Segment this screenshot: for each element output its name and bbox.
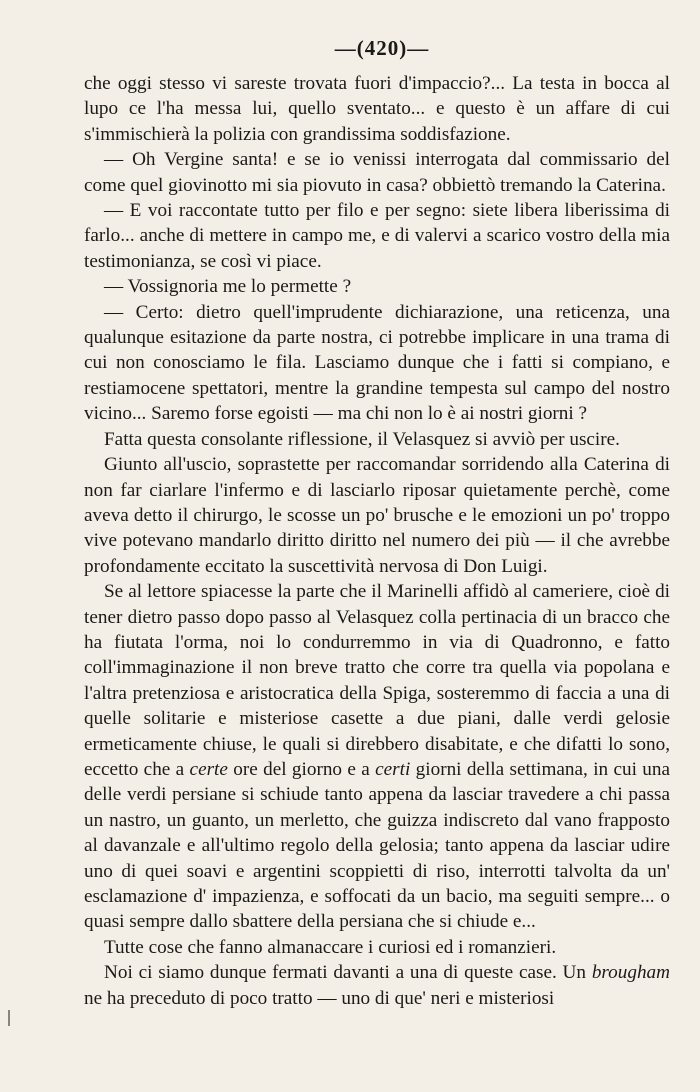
paragraph: Giunto all'uscio, soprastette per raccomandar sorridendo alla Caterina di non far ciarlare l'infermo e di lasciarlo riposar quietamente perchè, come aveva detto il chirurgo, le scosse un po' brusche e le emozioni un po' troppo vive potevano mandarlo diritto diritto nel numero dei più — il che avrebbe profondamente eccitato la suscettività nervosa di Don Luigi. <box>84 454 670 577</box>
body-text <box>84 71 670 1011</box>
paragraph: — Certo: dietro quell'imprudente dichiarazione, una reticenza, una qualunque esitazione da parte nostra, ci potrebbe implicare in una trama di cui non conosciamo le fila. Lasciamo dunque che i fatti si compiano, e restiamocene spettatori, mentre la grandine tempesta sul campo del nostro vicino... Saremo forse egoisti — ma chi non lo è ai nostri giorni ? <box>84 301 670 425</box>
paragraph: — Vossignoria me lo permette ? <box>104 276 352 298</box>
paragraph <box>84 579 670 935</box>
paragraph: — Oh Vergine santa! e se io venissi interrogata dal commissario del come quel giovinotto mi sia piovuto in casa? obbiettò tremando la Caterina. <box>84 149 670 196</box>
italic-word: certe <box>189 758 228 780</box>
paragraph: Tutte cose che fanno almanaccare i curiosi ed i romanzieri. <box>104 936 557 958</box>
paragraph: — E voi raccontate tutto per filo e per segno: siete libera liberissima di farlo... anche di mettere in campo me, e di valervi a scarico vostro della mia testimonianza, se così vi piace. <box>84 200 670 272</box>
paragraph: che oggi stesso vi sareste trovata fuori d'impaccio?... La testa in bocca al lupo ce l'ha messa lui, quello sventato... e questo è un affare di cui s'immischierà la polizia con grandissima soddisfazione. <box>84 73 670 145</box>
paragraph: Fatta questa consolante riflessione, il Velasquez si avviò per uscire. <box>104 428 620 450</box>
text-run: Noi ci siamo dunque fermati davanti a una di queste case. Un <box>104 962 592 984</box>
text-run: ore del giorno e a <box>227 758 376 780</box>
text-run: giorni della settimana, in cui una delle verdi persiane si schiude tanto appena da lasciar travedere a chi passa un nastro, un guanto, un merletto, che guizza indiscreto dal vano frapposto al davanzale e all'ultimo regolo della gelosia; tanto appena da lasciar udire uno di quei soavi e argentini scoppietti di riso, interrotti talvolta da un' esclamazione d' impazienza, e soffocati da un bacio, ma seguiti sempre... o quasi sempre dallo sbattere della persiana che si chiude e... <box>84 758 670 933</box>
paragraph <box>84 960 670 1011</box>
text-run: ne ha preceduto di poco tratto — uno di que' neri e misteriosi <box>84 987 555 1009</box>
margin-mark <box>8 1010 10 1026</box>
page-number: —(420)— <box>334 36 430 60</box>
italic-word: brougham <box>591 962 670 984</box>
italic-word: certi <box>375 758 411 780</box>
text-run: Se al lettore spiacesse la parte che il Marinelli affidò al cameriere, cioè di tener dietro passo dopo passo al Velasquez colla pertinacia di un bracco che ha fiutata l'orma, noi lo condurremmo in via di Quadronno, e fatto coll'immaginazione il non breve tratto che corre tra quella via popolana e l'altra pretenziosa e aristocratica della Spiga, sosteremmo di faccia a una di quelle solitarie e misteriose casette a due piani, dalle verdi gelosie ermeticamente chiuse, le quali si direbbero disabitate, e che difatti lo sono, eccetto che a <box>84 581 670 780</box>
